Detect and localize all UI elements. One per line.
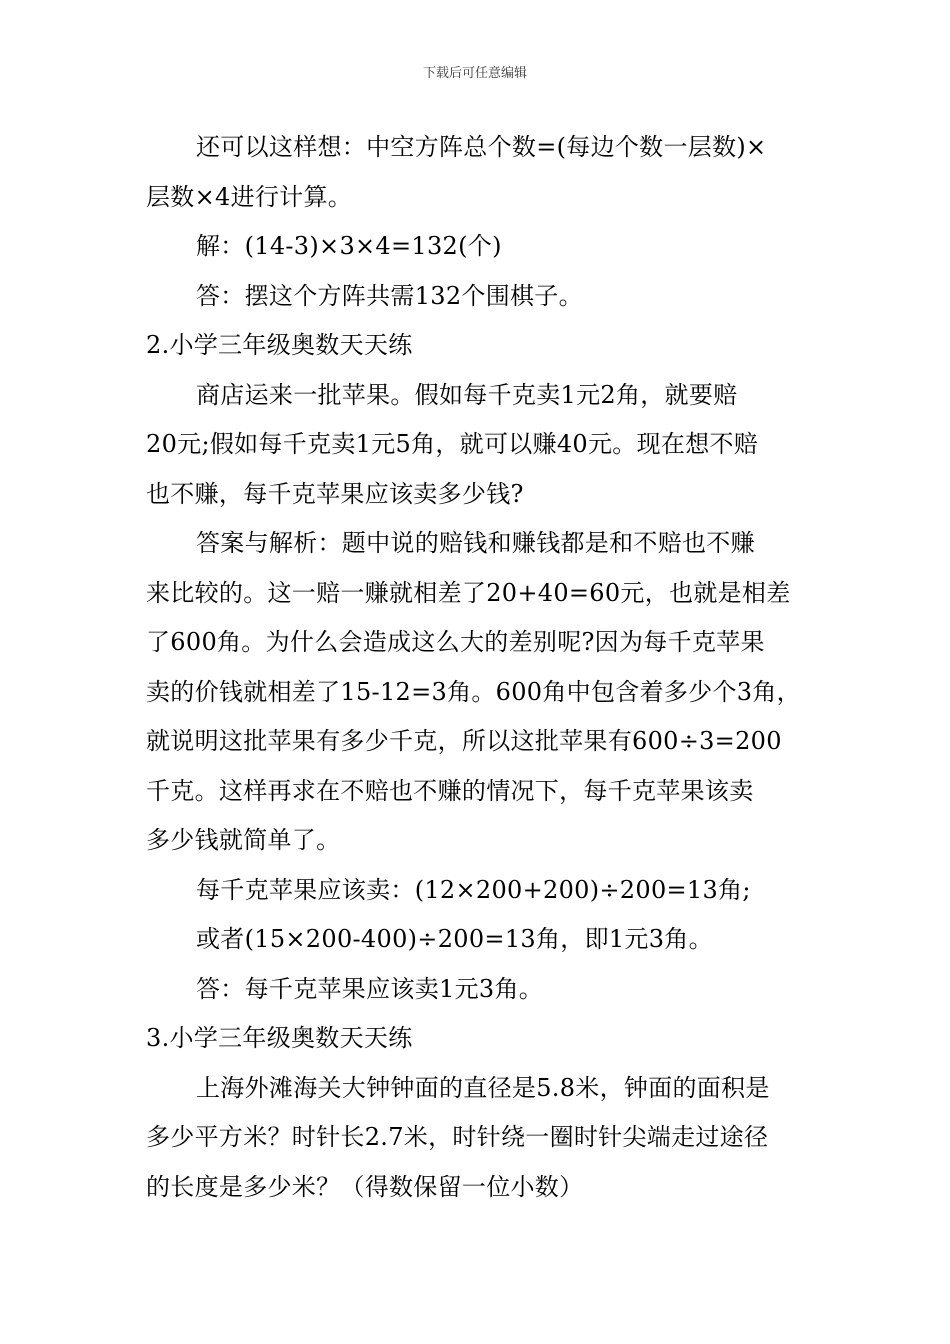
document-body	[146, 123, 816, 1212]
paragraph-line: 上海外滩海关大钟钟面的直径是5.8米，钟面的面积是	[196, 1073, 770, 1102]
paragraph-line: 千克。这样再求在不赔也不赚的情况下，每千克苹果该卖	[146, 776, 754, 805]
paragraph-line: 还可以这样想：中空方阵总个数=(每边个数一层数)×	[196, 133, 767, 161]
paragraph-line: 多少钱就简单了。	[146, 826, 341, 854]
section-heading: 3.小学三年级奥数天天练	[146, 1024, 413, 1052]
paragraph-line: 来比较的。这一赔一赚就相差了20+40=60元，也就是相差	[146, 578, 791, 607]
paragraph-line: 层数×4进行计算。	[146, 182, 353, 211]
paragraph-line: 答案与解析：题中说的赔钱和赚钱都是和不赔也不赚	[196, 529, 755, 557]
answer-line: 答：摆这个方阵共需132个围棋子。	[196, 281, 583, 310]
paragraph-line: 卖的价钱就相差了15-12=3角。600角中包含着多少个3角，	[146, 677, 801, 706]
paragraph-line: 多少平方米？时针长2.7米，时针绕一圈时针尖端走过途径	[146, 1123, 769, 1151]
paragraph-line: 20元;假如每千克卖1元5角，就可以赚40元。现在想不赔	[146, 430, 759, 458]
section-heading: 2.小学三年级奥数天天练	[146, 331, 413, 359]
solution-line: 解：(14-3)×3×4=132(个)	[196, 232, 502, 260]
paragraph-line: 也不赚，每千克苹果应该卖多少钱?	[146, 479, 524, 508]
formula-line: 每千克苹果应该卖：(12×200+200)÷200=13角;	[196, 875, 751, 904]
answer-line: 答：每千克苹果应该卖1元3角。	[196, 974, 544, 1003]
paragraph-line: 的长度是多少米？（得数保留一位小数）	[146, 1172, 584, 1201]
paragraph-line: 商店运来一批苹果。假如每千克卖1元2角，就要赔	[196, 380, 738, 409]
page-header-watermark: 下载后可任意编辑	[422, 66, 527, 81]
formula-line: 或者(15×200-400)÷200=13角，即1元3角。	[196, 925, 713, 953]
paragraph-line: 就说明这批苹果有多少千克，所以这批苹果有600÷3=200	[146, 727, 782, 755]
paragraph-line: 了600角。为什么会造成这么大的差别呢?因为每千克苹果	[146, 628, 765, 656]
